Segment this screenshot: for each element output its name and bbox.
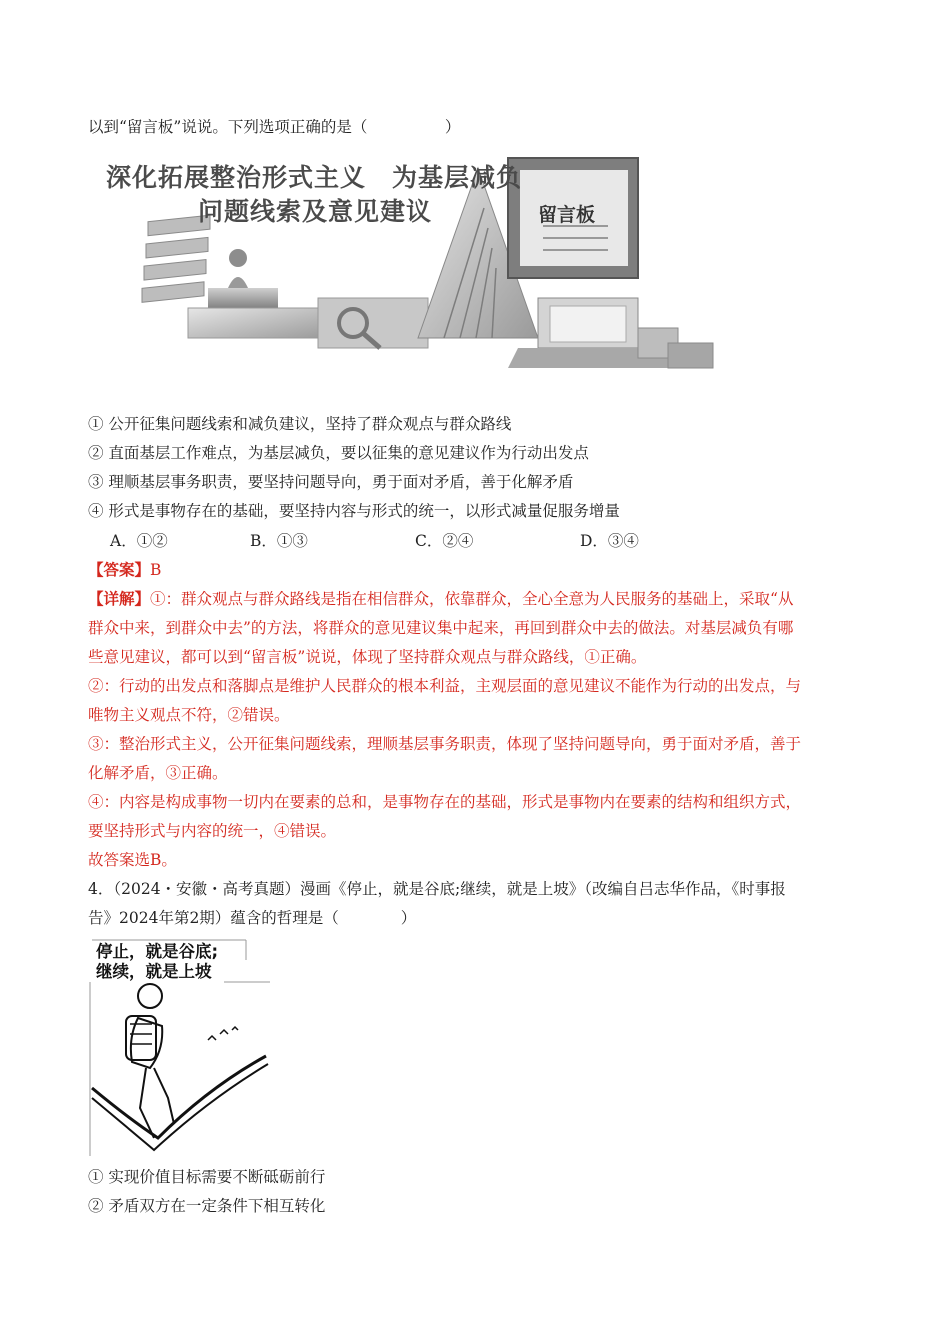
statement-1: ① 公开征集问题线索和减负建议，坚持了群众观点与群众路线 bbox=[88, 415, 512, 433]
detail-line-8: ④：内容是构成事物一切内在要素的总和，是事物存在的基础，形式是事物内在要素的结构和组织方式， bbox=[88, 793, 802, 811]
detail-line-1 bbox=[88, 588, 793, 610]
detail-line-4: ②：行动的出发点和落脚点是维护人民群众的根本利益，主观层面的意见建议不能作为行动的出发点，与 bbox=[88, 677, 802, 695]
question-4-line1: 4．（2024・安徽・高考真题）漫画《停止，就是谷底;继续，就是上坡》（改编自吕志华作品，《时事报 bbox=[88, 880, 786, 898]
detail-line-5: 唯物主义观点不符，②错误。 bbox=[88, 706, 290, 724]
board-label: 留言板 bbox=[538, 204, 596, 226]
statement-3: ③ 理顺基层事务职责，要坚持问题导向，勇于面对矛盾，善于化解矛盾 bbox=[88, 473, 574, 491]
illustration-title-line1: 深化拓展整治形式主义 为基层减负 bbox=[106, 163, 523, 192]
illustration-title-line2: 问题线索及意见建议 bbox=[198, 197, 433, 226]
detail-line-6: ③：整治形式主义，公开征集问题线索，理顺基层事务职责，体现了坚持问题导向，勇于面对矛盾，善于 bbox=[88, 735, 802, 753]
question-4-line2: 告》2024年第2期）蕴含的哲理是（ ） bbox=[88, 909, 417, 927]
detail-text-1: ①：群众观点与群众路线是指在相信群众，依靠群众，全心全意为人民服务的基础上，采取“从 bbox=[150, 590, 794, 608]
q4-statement-2: ② 矛盾双方在一定条件下相互转化 bbox=[88, 1197, 326, 1215]
statement-4: ④ 形式是事物存在的基础，要坚持内容与形式的统一，以形式减量促服务增量 bbox=[88, 502, 620, 520]
option-d: D．③④ bbox=[580, 532, 639, 550]
detail-line-3: 些意见建议，都可以到“留言板”说说，体现了坚持群众观点与群众路线，①正确。 bbox=[88, 648, 647, 666]
detail-line-10: 故答案选B。 bbox=[88, 851, 177, 869]
comic-caption-line2: 继续，就是上坡 bbox=[96, 962, 212, 981]
answer-label: 【答案】 bbox=[88, 560, 151, 579]
detail-label: 【详解】 bbox=[88, 589, 151, 608]
q4-statement-1: ① 实现价值目标需要不断砥砺前行 bbox=[88, 1168, 326, 1186]
comic-illustration bbox=[88, 938, 278, 1160]
message-board-illustration bbox=[88, 148, 718, 380]
option-a: A．①② bbox=[110, 532, 168, 550]
statement-2: ② 直面基层工作难点，为基层减负，要以征集的意见建议作为行动出发点 bbox=[88, 444, 589, 462]
answer-line bbox=[88, 559, 161, 581]
detail-line-9: 要坚持形式与内容的统一，④错误。 bbox=[88, 822, 337, 840]
comic-caption-line1: 停止，就是谷底; bbox=[96, 942, 219, 961]
detail-line-2: 群众中来，到群众中去”的方法，将群众的意见建议集中起来，再回到群众中去的做法。对基层减负有哪 bbox=[88, 619, 794, 637]
question-intro: 以到“留言板”说说。下列选项正确的是（ ） bbox=[88, 118, 461, 136]
option-b: B．①③ bbox=[250, 532, 308, 550]
answer-value: B bbox=[150, 561, 162, 579]
option-c: C．②④ bbox=[415, 532, 474, 550]
detail-line-7: 化解矛盾，③正确。 bbox=[88, 764, 228, 782]
